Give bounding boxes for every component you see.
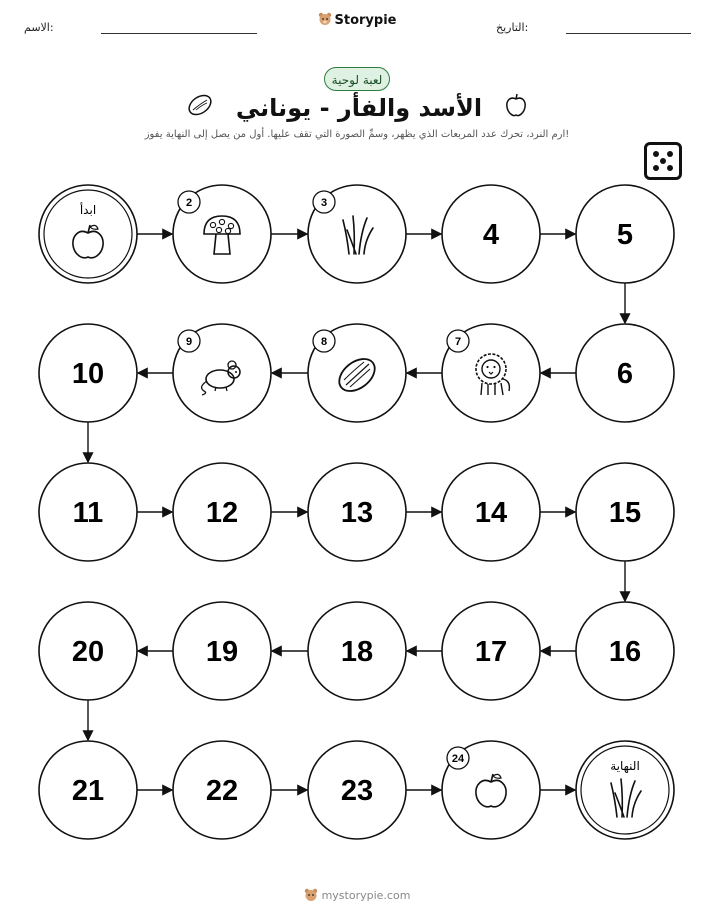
svg-text:2: 2 bbox=[185, 197, 193, 209]
space-number-badge bbox=[447, 330, 469, 352]
board-space-8 bbox=[308, 324, 406, 422]
board-space-22 bbox=[173, 741, 271, 839]
space-number: 10 bbox=[71, 358, 105, 390]
space-number: 14 bbox=[474, 497, 508, 529]
space-number-badge bbox=[178, 191, 200, 213]
space-number-badge bbox=[447, 747, 469, 769]
space-number: 17 bbox=[474, 636, 508, 668]
board-space-24 bbox=[442, 741, 540, 839]
date-label: التاريخ: bbox=[496, 21, 529, 34]
svg-text:7: 7 bbox=[454, 336, 462, 348]
space-number: 16 bbox=[608, 636, 642, 668]
board-space-19 bbox=[173, 602, 271, 700]
board-space-23 bbox=[308, 741, 406, 839]
svg-text:3: 3 bbox=[320, 197, 328, 209]
board-space-7 bbox=[442, 324, 540, 422]
bear-icon bbox=[304, 888, 318, 905]
space-number: 23 bbox=[340, 775, 374, 807]
space-number: 19 bbox=[205, 636, 239, 668]
board-space-10 bbox=[39, 324, 137, 422]
space-number: 15 bbox=[608, 497, 642, 529]
space-number: 12 bbox=[205, 497, 239, 529]
board-space-2 bbox=[173, 185, 271, 283]
svg-text:24: 24 bbox=[451, 753, 465, 765]
space-number: 13 bbox=[340, 497, 374, 529]
space-label: النهاية bbox=[610, 759, 640, 773]
board-space-15 bbox=[576, 463, 674, 561]
board-space-6 bbox=[576, 324, 674, 422]
board-space-16 bbox=[576, 602, 674, 700]
space-number-badge bbox=[178, 330, 200, 352]
space-number: 11 bbox=[72, 497, 104, 529]
footer bbox=[0, 888, 714, 905]
instructions: ارم النرد، تحرك عدد المربعات الذي يظهر، وسمِّ الصورة التي تقف عليها. أول من يصل إلى النهاية يفوز! bbox=[144, 129, 570, 140]
board-space-20 bbox=[39, 602, 137, 700]
space-number-badge bbox=[313, 191, 335, 213]
footer-url: mystorypie.com bbox=[321, 889, 411, 902]
board-space-3 bbox=[308, 185, 406, 283]
board-space-14 bbox=[442, 463, 540, 561]
space-number: 20 bbox=[71, 636, 105, 668]
game-type-badge: لعبة لوحية bbox=[324, 67, 390, 91]
board-space-18 bbox=[308, 602, 406, 700]
space-number: 21 bbox=[71, 775, 105, 807]
space-number: 6 bbox=[616, 358, 634, 390]
space-number: 22 bbox=[205, 775, 239, 807]
board-space-13 bbox=[308, 463, 406, 561]
board-space-5 bbox=[576, 185, 674, 283]
board-space-9 bbox=[173, 324, 271, 422]
space-number: 5 bbox=[616, 219, 634, 251]
board-space-25 bbox=[576, 741, 674, 839]
space-label: ابدأ bbox=[79, 203, 97, 217]
space-number: 18 bbox=[340, 636, 374, 668]
board-space-21 bbox=[39, 741, 137, 839]
board-space-1 bbox=[39, 185, 137, 283]
board-space-12 bbox=[173, 463, 271, 561]
name-label: الاسم: bbox=[24, 21, 54, 34]
board-space-4 bbox=[442, 185, 540, 283]
space-number-badge bbox=[313, 330, 335, 352]
svg-text:9: 9 bbox=[185, 336, 193, 348]
board-space-17 bbox=[442, 602, 540, 700]
space-number: 4 bbox=[482, 219, 500, 251]
board-space-11 bbox=[39, 463, 137, 561]
svg-text:8: 8 bbox=[320, 336, 328, 348]
brand-name: Storypie bbox=[334, 13, 397, 28]
title-text: الأسد والفأر - يوناني bbox=[235, 94, 483, 122]
